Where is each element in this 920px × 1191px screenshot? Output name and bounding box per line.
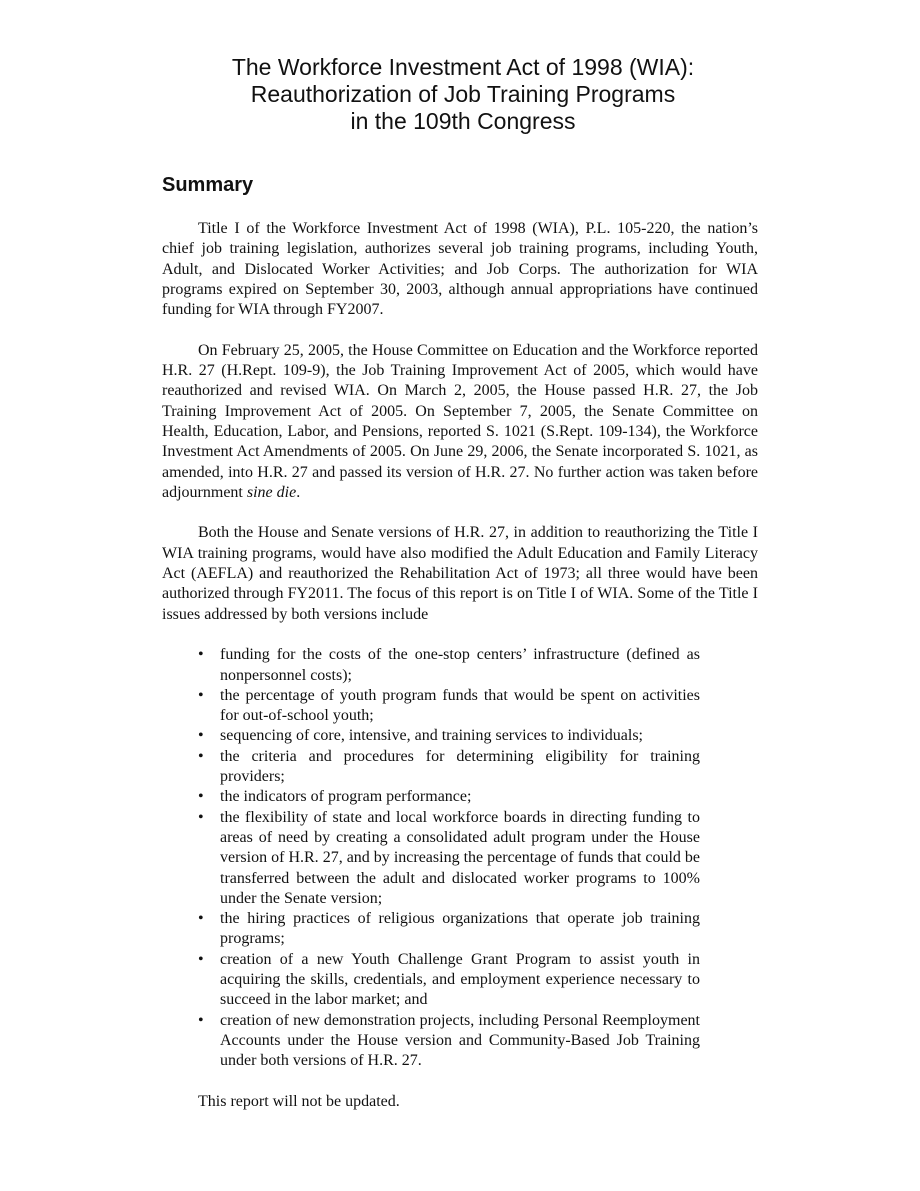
summary-body xyxy=(162,219,758,1132)
list-item-text: creation of a new Youth Challenge Grant Program to assist youth in acquiring the skills, credentials, and employment experience necessary to succeed in the labor market; and xyxy=(220,950,700,1009)
list-item-text: the percentage of youth program funds that would be spent on activities for out-of-school youth; xyxy=(220,686,700,725)
list-item-text: creation of new demonstration projects, including Personal Reemployment Accounts under the House version and Community-Based Job Training under both versions of H.R. 27. xyxy=(220,1011,700,1070)
bullet-icon: • xyxy=(198,808,204,826)
bullet-icon: • xyxy=(198,1011,204,1029)
bullet-icon: • xyxy=(198,646,204,664)
list-item xyxy=(198,645,700,686)
section-heading: Summary xyxy=(162,174,254,196)
closing-note: This report will not be updated. xyxy=(198,1092,400,1110)
list-item-text: the hiring practices of religious organizations that operate job training programs; xyxy=(220,910,700,948)
list-item xyxy=(198,787,700,807)
list-item xyxy=(198,909,700,950)
paragraph-3: Both the House and Senate versions of H.R. 27, in addition to reauthorizing the Title I WIA training programs, would have also modified the Adult Education and Family Literacy Act (AEFLA) and reauthorized the Rehabilitation Act of 1973; all three would have been authorized through FY2011. The focus of this report is on Title I of WIA. Some of the Title I issues addressed by both versions include xyxy=(162,524,758,623)
title-line-1: The Workforce Investment Act of 1998 (WIA): xyxy=(231,54,695,80)
issue-list xyxy=(162,645,700,1071)
list-item xyxy=(198,808,700,909)
bullet-icon: • xyxy=(198,686,204,704)
paragraph-2-text: On February 25, 2005, the House Committee on Education and the Workforce reported H.R. 27 (H.Rept. 109-9), the Job Training Improvement Act of 2005, which would have reauthorized and revised WIA. On March 2, 2005, the House passed H.R. 27, the Job Training Improvement Act of 2005. On September 7, 2005, the Senate Committee on Health, Education, Labor, and Pensions, reported S. 1021 (S.Rept. 109-134), the Workforce Investment Act Amendments of 2005. On June 29, 2006, the Senate incorporated S. 1021, as amended, into H.R. 27 and passed its version of H.R. 27. No further action was taken before adjournment xyxy=(162,341,758,501)
list-item-text: sequencing of core, intensive, and training services to individuals; xyxy=(220,727,643,745)
list-item-text: funding for the costs of the one-stop centers’ infrastructure (defined as nonpersonnel costs); xyxy=(220,646,700,684)
paragraph-1: Title I of the Workforce Investment Act of 1998 (WIA), P.L. 105-220, the nation’s chief job training legislation, authorizes several job training programs, including Youth, Adult, and Dislocated Worker Activities; and Job Corps. The authorization for WIA programs expired on September 30, 2003, although annual appropriations have continued funding for WIA through FY2007. xyxy=(162,220,758,319)
list-item-text: the criteria and procedures for determining eligibility for training providers; xyxy=(220,747,700,786)
bullet-icon: • xyxy=(198,950,204,968)
list-item xyxy=(198,1011,700,1072)
list-item xyxy=(198,726,700,746)
list-item xyxy=(198,950,700,1011)
list-item-text: the indicators of program performance; xyxy=(220,788,472,806)
paragraph-2 xyxy=(162,341,758,503)
list-item xyxy=(198,747,700,788)
bullet-icon: • xyxy=(198,788,204,806)
list-item-text: the flexibility of state and local workforce boards in directing funding to areas of need by creating a consolidated adult program under the House version of H.R. 27, and by increasing the percentage of funds that could be transferred between the adult and dislocated worker programs to 100% under the Senate version; xyxy=(220,808,700,907)
title-line-3: in the 109th Congress xyxy=(350,108,576,134)
paragraph-2-italic: sine die xyxy=(246,483,297,501)
document-title xyxy=(0,54,920,135)
title-line-2: Reauthorization of Job Training Programs xyxy=(250,81,676,107)
paragraph-2-end: . xyxy=(296,483,301,501)
list-item xyxy=(198,686,700,727)
bullet-icon: • xyxy=(198,747,204,765)
bullet-icon: • xyxy=(198,910,204,928)
bullet-icon: • xyxy=(198,727,204,745)
